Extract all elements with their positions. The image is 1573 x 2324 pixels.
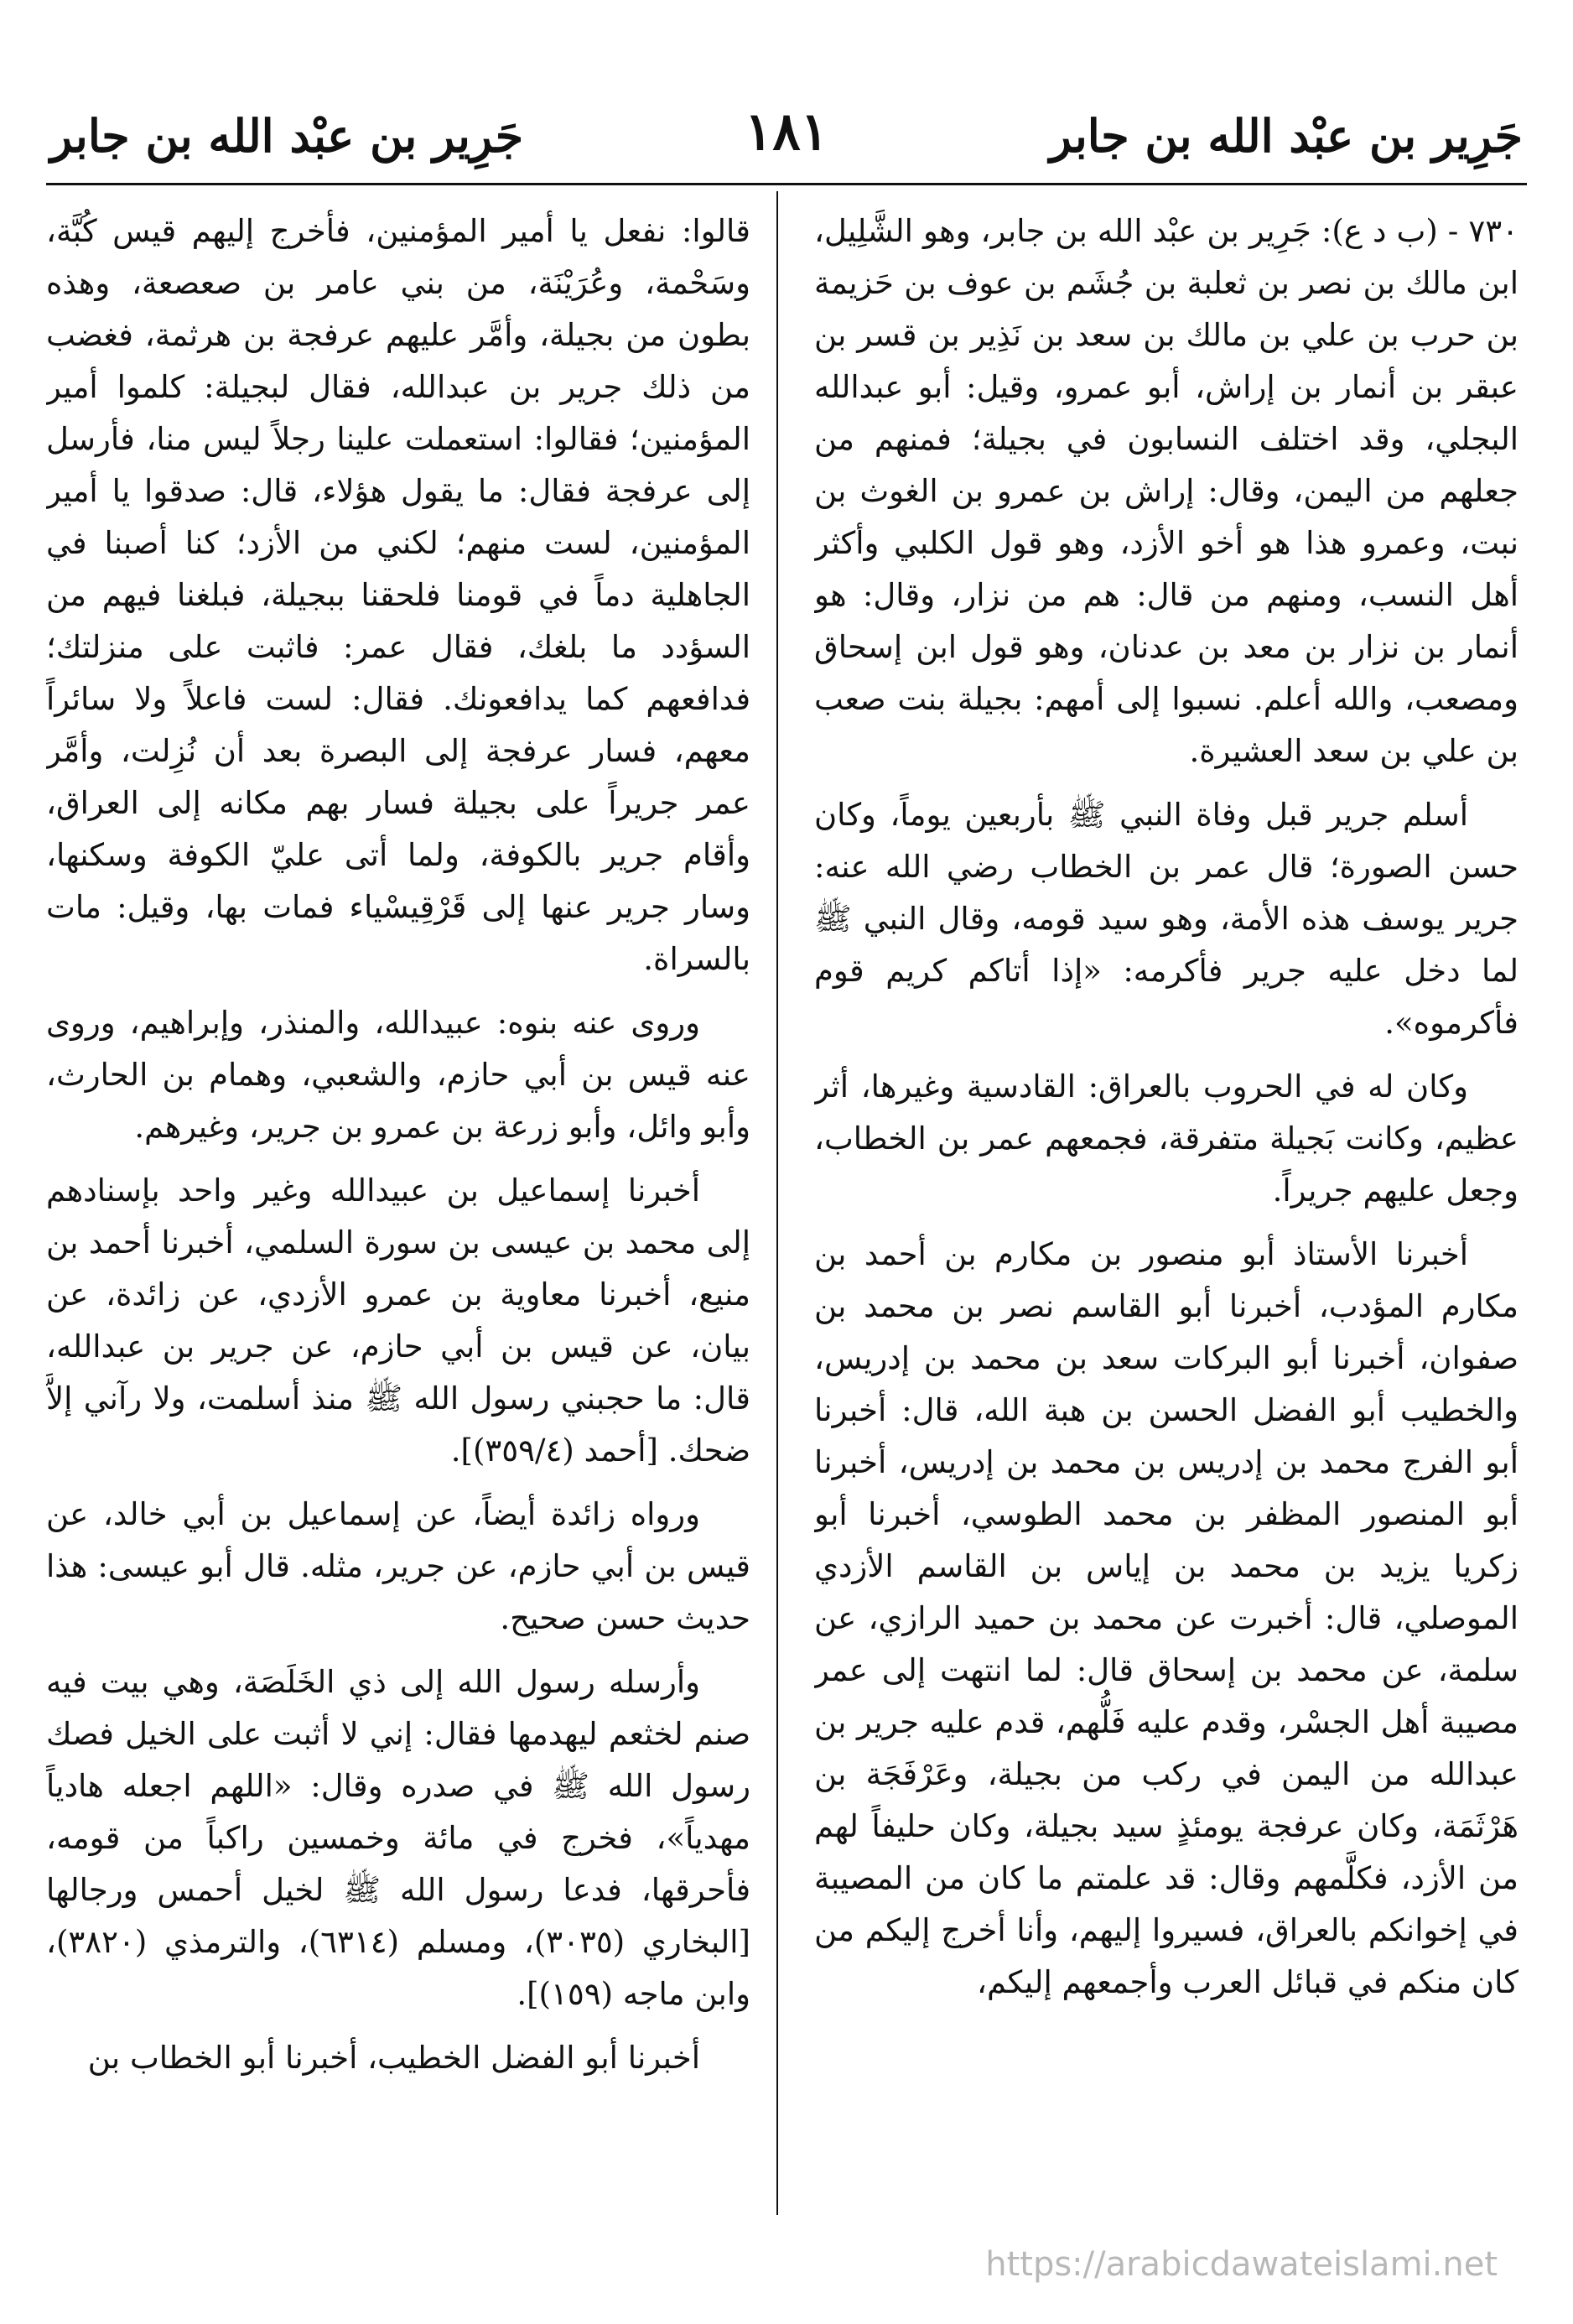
- paragraph: وكان له في الحروب بالعراق: القادسية وغيرها، أثر عظيم، وكانت بَجيلة متفرقة، فجمعهم عمر بن الخطاب، وجعل عليهم جريراً.: [814, 1068, 1518, 1209]
- paragraph: أخبرنا الأستاذ أبو منصور بن مكارم بن أحمد بن مكارم المؤدب، أخبرنا أبو القاسم نصر بن محمد بن صفوان، أخبرنا أبو البركات سعد بن محمد بن إدريس، والخطيب أبو الفضل الحسن بن هبة الله، قال: أخبرنا أبو الفرج محمد بن إدريس بن محمد بن إدريس، أخبرنا أبو المنصور المظفر بن محمد الطوسي، أخبرنا أبو زكريا يزيد بن محمد بن إياس بن القاسم الأزدي الموصلي، قال: أخبرت عن محمد بن حميد الرازي، عن سلمة، عن محمد بن إسحاق قال: لما انتهت إلى عمر مصيبة أهل الجسْر، وقدم عليه فَلُّهم، قدم عليه جرير بن عبدالله من اليمن في ركب من بجيلة، وعَرْفَجَة بن هَرْثَمَة، وكان عرفجة يومئذٍ سيد بجيلة، وكان حليفاً لهم من الأزد، فكلَّمهم وقال: قد علمتم ما كان من المصيبة في إخوانكم بالعراق، فسيروا إليهم، وأنا أخرج إليكم من كان منكم في قبائل العرب وأجمعهم إليكم،: [814, 1236, 1518, 2000]
- right-column: [814, 205, 1518, 2269]
- paragraph: أخبرنا إسماعيل بن عبيدالله وغير واحد بإسنادهم إلى محمد بن عيسى بن سورة السلمي، أخبرنا أحمد بن منيع، أخبرنا معاوية بن عمرو الأزدي، عن زائدة، عن بيان، عن قيس بن أبي حازم، عن جرير بن عبدالله، قال: ما حجبني رسول الله ﷺ منذ أسلمت، ولا رآني إلاَّ ضحك. [أحمد (٣٥٩/٤)].: [46, 1172, 750, 1469]
- paragraph: ورواه زائدة أيضاً، عن إسماعيل بن أبي خالد، عن قيس بن أبي حازم، عن جرير، مثله. قال أبو عيسى: هذا حديث حسن صحيح.: [46, 1496, 750, 1636]
- paragraph: قالوا: نفعل يا أمير المؤمنين، فأخرج إليهم قيس كُبَّة، وسَحْمة، وعُرَيْنَة، من بني عامر بن صعصعة، وهذه بطون من بجيلة، وأمَّر عليهم عرفجة بن هرثمة، فغضب من ذلك جرير بن عبدالله، فقال لبجيلة: كلموا أمير المؤمنين؛ فقالوا: استعملت علينا رجلاً ليس منا، فأرسل إلى عرفجة فقال: ما يقول هؤلاء، قال: صدقوا يا أمير المؤمنين، لست منهم؛ لكني من الأزد؛ كنا أصبنا في الجاهلية دماً في قومنا فلحقنا ببجيلة، فبلغنا فيهم من السؤدد ما بلغك، فقال عمر: فاثبت على منزلتك؛ فدافعهم كما يدافعونك. فقال: لست فاعلاً ولا سائراً معهم، فسار عرفجة إلى البصرة بعد أن نُزِلت، وأمَّر عمر جريراً على بجيلة فسار بهم مكانه إلى العراق، وأقام جرير بالكوفة، ولما أتى عليّ الكوفة وسكنها، وسار جرير عنها إلى قَرْقِيسْياء فمات بها، وقيل: مات بالسراة.: [46, 213, 750, 977]
- column-divider: [776, 191, 778, 2215]
- page-number: ١٨١: [745, 101, 828, 162]
- paragraph: وأرسله رسول الله إلى ذي الخَلَصَة، وهي بيت فيه صنم لخثعم ليهدمها فقال: إني لا أثبت على الخيل فصك رسول الله ﷺ في صدره وقال: «اللهم اجعله هادياً مهدياً»، فخرج في مائة وخمسين راكباً من قومه، فأحرقها، فدعا رسول الله ﷺ لخيل أحمس ورجالها [البخاري (٣٠٣٥)، ومسلم (٦٣١٤)، والترمذي (٣٨٢٠)، وابن ماجه (١٥٩)].: [46, 1664, 750, 2012]
- watermark-url: https://arabicdawateislami.net: [985, 2245, 1498, 2284]
- paragraph: أسلم جرير قبل وفاة النبي ﷺ بأربعين يوماً، وكان حسن الصورة؛ قال عمر بن الخطاب رضي الله عنه: جرير يوسف هذه الأمة، وهو سيد قومه، وقال النبي ﷺ لما دخل عليه جرير فأكرمه: «إذا أتاكم كريم قوم فأكرموه».: [814, 797, 1518, 1041]
- paragraph: وروى عنه بنوه: عبيدالله، والمنذر، وإبراهيم، وروى عنه قيس بن أبي حازم، والشعبي، وهمام بن الحارث، وأبو وائل، وأبو زرعة بن عمرو بن جرير، وغيرهم.: [46, 1005, 750, 1145]
- running-title-right: جَرِير بن عبْد الله بن جابر: [1049, 109, 1523, 163]
- running-title-left: جَرِير بن عبْد الله بن جابر: [50, 109, 524, 163]
- paragraph: أخبرنا أبو الفضل الخطيب، أخبرنا أبو الخطاب بن: [87, 2040, 700, 2076]
- entry-paragraph: ٧٣٠ - (ب د ع): جَرِير بن عبْد الله بن جابر، وهو الشَّلِيل، ابن مالك بن نصر بن ثعلبة بن جُشَم بن عوف بن حَزيمة بن حرب بن علي بن مالك بن سعد بن نَذِير بن قسر بن عبقر بن أنمار بن إراش، أبو عمرو، وقيل: أبو عبدالله البجلي، وقد اختلف النسابون في بجيلة؛ فمنهم من جعلهم من اليمن، وقال: إراش بن عمرو بن الغوث بن نبت، وعمرو هذا هو أخو الأزد، وهو قول الكلبي وأكثر أهل النسب، ومنهم من قال: هم من نزار، وقال: هو أنمار بن نزار بن معد بن عدنان، وهو قول ابن إسحاق ومصعب، والله أعلم. نسبوا إلى أمهم: بجيلة بنت صعب بن علي بن سعد العشيرة.: [814, 213, 1518, 769]
- header-rule: [46, 183, 1527, 185]
- left-column: [46, 205, 750, 2269]
- page-header: [50, 92, 1523, 185]
